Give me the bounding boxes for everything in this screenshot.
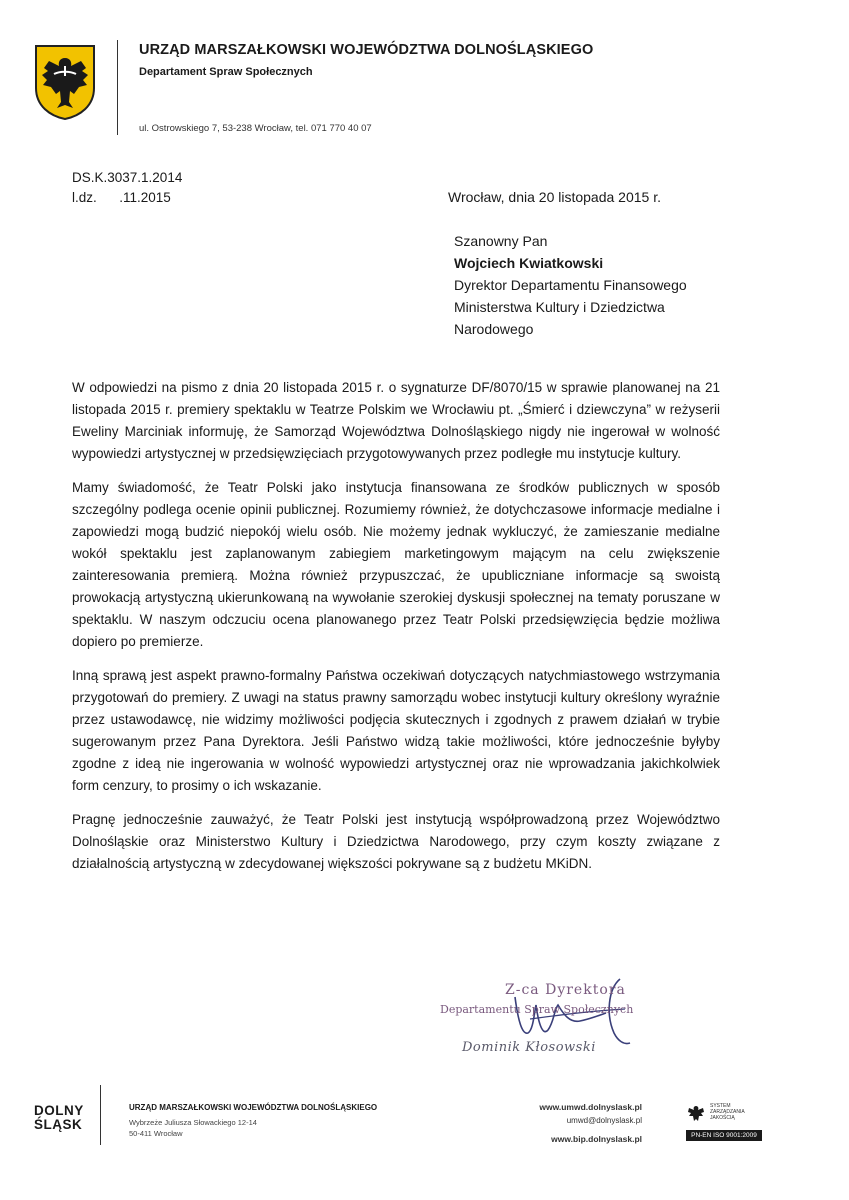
paragraph-1: W odpowiedzi na pismo z dnia 20 listopada 2015 r. o sygnaturze DF/8070/15 w sprawie planowanej na 21 listopada 2015 r. premiery spektaklu w Teatrze Polskim we Wrocławiu pt. „Śmierć i dziewczyna” w reżyserii Eweliny Marciniak informuję, że Samorząd Województwa Dolnośląskiego nigdy nie ingerował w wolność wypowiedzi artystycznej w przedsięwzięciach przygotowywanych przez podległe mu instytucje kultury. <box>72 380 720 461</box>
footer-links <box>512 1101 642 1146</box>
letter-body <box>72 377 720 887</box>
date-line: Wrocław, dnia 20 listopada 2015 r. <box>448 189 661 205</box>
cert-label <box>710 1103 745 1121</box>
paragraph-4: Pragnę jednocześnie zauważyć, że Teatr Polski jest instytucją współprowadzoną przez Województwo Dolnośląskie oraz Ministerstwo Kultury i Dziedzictwa Narodowego, przy czym koszty związane z działalnością artystyczną w zdecydowanej większości pokrywane są z budżetu MKiDN. <box>72 812 720 871</box>
footer-email-link[interactable]: umwd@dolnyslask.pl <box>566 1116 642 1125</box>
addressee-name: Wojciech Kwiatkowski <box>454 255 604 271</box>
footer-bip-link[interactable]: www.bip.dolnyslask.pl <box>551 1134 642 1144</box>
org-address: ul. Ostrowskiego 7, 53-238 Wrocław, tel. 071 770 40 07 <box>139 123 372 134</box>
dolny-slask-logo <box>34 1104 84 1132</box>
paragraph-2: Mamy świadomość, że Teatr Polski jako instytucja finansowana ze środków publicznych w sposób szczególny podlega ocenie opinii publicznej. Rozumiemy również, że dotychczasowe informacje medialne i zapowiedzi mogą budzić niepokój wielu osób. Nie możemy jednak wykluczyć, że zamieszanie medialne wokół spektaklu jest zaplanowanym zabiegiem marketingowym mającym na celu zwiększenie zainteresowania premierą. Można również przypuszczać, że upubliczniane informacje są swoistą prowokacją artystyczną ukierunkowaną na wywołanie szerokiej dyskusji społecznej na tematy poruszane w spektaklu. W naszym odczuciu ocena planowanego przez Teatr Polski przedsięwzięcia będzie możliwa dopiero po premierze. <box>72 480 720 649</box>
addressee-title-line1: Dyrektor Departamentu Finansowego <box>454 277 687 293</box>
cert-line-2: ZARZĄDZANIA <box>710 1109 745 1115</box>
logo-line-2: ŚLĄSK <box>34 1117 83 1132</box>
stamp-signatory-name: Dominik Kłosowski <box>462 1040 596 1055</box>
iso-certificate-badge: PN-EN ISO 9001:2009 <box>686 1130 762 1141</box>
org-title: URZĄD MARSZAŁKOWSKI WOJEWÓDZTWA DOLNOŚLĄSKIEGO <box>139 42 594 58</box>
department-name: Departament Spraw Społecznych <box>139 66 313 78</box>
footer-address <box>129 1117 257 1139</box>
paragraph-3: Inną sprawą jest aspekt prawno-formalny Państwa oczekiwań dotyczących natychmiastowego wstrzymania przygotowań do premiery. Z uwagi na status prawny samorządu wobec instytucji kultury określony wyraźnie przez ustawodawcę, nie widzimy możliwości podjęcia skutecznych i zgodnych z prawem działań w trybie sugerowanym przez Pana Dyrektora. Jeśli Państwo widzą takie możliwości, które jednocześnie byłyby zgodne z ideą nie ingerowania w wolność wypowiedzi artystycznej oraz nie wprowadzania jakichkolwiek form cenzury, to prosimy o ich wskazanie. <box>72 668 720 793</box>
lower-silesia-eagle-crest-icon <box>34 44 96 120</box>
logo-line-1: DOLNY <box>34 1103 84 1118</box>
footer-org: URZĄD MARSZAŁKOWSKI WOJEWÓDZTWA DOLNOŚLĄSKIEGO <box>129 1103 378 1112</box>
quality-eagle-icon <box>686 1104 706 1124</box>
case-number: DS.K.3037.1.2014 <box>72 170 183 185</box>
cert-line-3: JAKOŚCIĄ <box>710 1115 735 1121</box>
stamp-department: Departamentu Spraw Społecznych <box>440 1003 634 1016</box>
cert-line-1: SYSTEM <box>710 1103 731 1109</box>
addressee-title-line2: Ministerstwa Kultury i Dziedzictwa <box>454 299 665 315</box>
header-divider <box>117 40 118 135</box>
journal-number: l.dz. .11.2015 <box>72 190 171 205</box>
footer-city: 50-411 Wrocław <box>129 1129 183 1138</box>
footer-street: Wybrzeże Juliusza Słowackiego 12-14 <box>129 1118 257 1127</box>
stamp-title: Z-ca Dyrektora <box>505 982 626 998</box>
addressee-title-line3: Narodowego <box>454 321 534 337</box>
footer-divider <box>100 1085 101 1145</box>
footer-web-link[interactable]: www.umwd.dolnyslask.pl <box>539 1102 642 1112</box>
addressee-salutation: Szanowny Pan <box>454 233 548 249</box>
